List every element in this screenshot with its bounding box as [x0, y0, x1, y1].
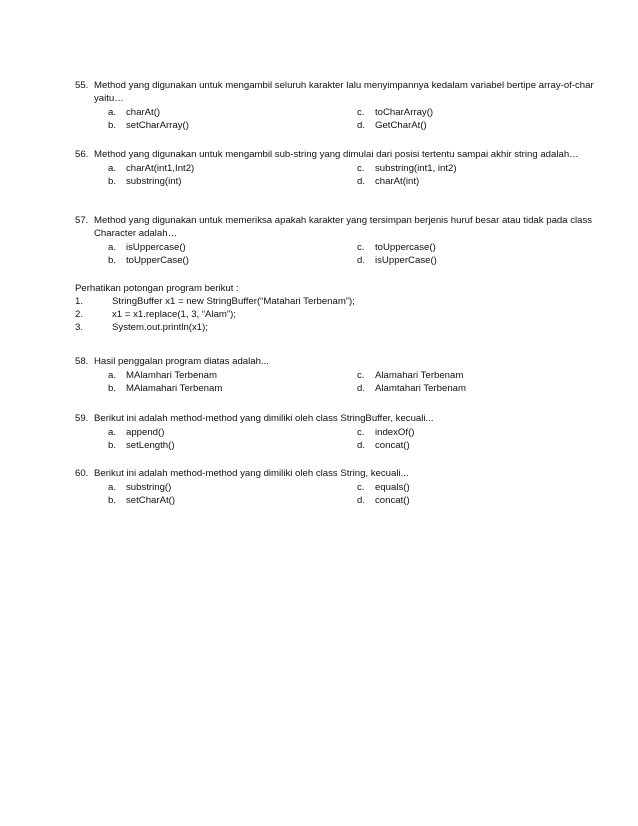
- option-a: a. isUppercase(): [108, 242, 186, 253]
- question-number: 55.: [75, 80, 89, 91]
- code-line: 1. StringBuffer x1 = new StringBuffer(“Matahari Terbenam”);: [75, 296, 355, 307]
- option-a: a. MAlamhari Terbenam: [108, 370, 217, 381]
- option-b: b. setCharArray(): [108, 120, 189, 131]
- question-number: 59.: [75, 413, 89, 424]
- question-text: Method yang digunakan untuk mengambil sub-string yang dimulai dari posisi tertentu sampai akhir string adalah…: [94, 149, 579, 160]
- option-c: c. toCharArray(): [357, 107, 434, 118]
- option-b: b. setCharAt(): [108, 495, 176, 506]
- option-c: c. equals(): [357, 482, 410, 493]
- option-b: b. MAlamahari Terbenam: [108, 383, 223, 394]
- option-c: c. indexOf(): [357, 427, 415, 438]
- question-number: 58.: [75, 356, 89, 367]
- program-snippet: [75, 282, 595, 334]
- option-d: d. concat(): [357, 495, 410, 506]
- program-intro: Perhatikan potongan program berikut :: [75, 283, 239, 294]
- question-text: Method yang digunakan untuk mengambil seluruh karakter lalu menyimpannya kedalam variabel bertipe array-of-char yaitu…: [94, 80, 594, 104]
- option-b: b. toUpperCase(): [108, 255, 189, 266]
- option-b: b. setLength(): [108, 440, 175, 451]
- question-56: [75, 148, 595, 189]
- option-c: c. Alamahari Terbenam: [357, 370, 464, 381]
- option-c: c. substring(int1, int2): [357, 163, 457, 174]
- question-text: Method yang digunakan untuk memeriksa apakah karakter yang tersimpan berjenis huruf besar atau tidak pada class Character adalah…: [94, 215, 593, 239]
- option-a: a. charAt(int1,Int2): [108, 163, 195, 174]
- option-c: c. toUppercase(): [357, 242, 436, 253]
- option-a: a. charAt(): [108, 107, 161, 118]
- question-number: 56.: [75, 149, 89, 160]
- code-line: 3. System.out.println(x1);: [75, 322, 208, 333]
- question-text: Berikut ini adalah method-method yang dimiliki oleh class StringBuffer, kecuali...: [94, 413, 434, 424]
- question-number: 57.: [75, 215, 89, 226]
- question-58: [75, 355, 595, 396]
- option-a: a. substring(): [108, 482, 172, 493]
- option-d: d. concat(): [357, 440, 410, 451]
- question-text: Hasil penggalan program diatas adalah...: [94, 356, 269, 367]
- question-text: Berikut ini adalah method-method yang dimiliki oleh class String, kecuali...: [94, 468, 409, 479]
- question-59: [75, 412, 595, 453]
- option-a: a. append(): [108, 427, 165, 438]
- question-60: [75, 467, 595, 508]
- code-line: 2. x1 = x1.replace(1, 3, “Alam”);: [75, 309, 236, 320]
- option-d: d. GetCharAt(): [357, 120, 427, 131]
- option-b: b. substring(int): [108, 176, 182, 187]
- question-55: [75, 79, 595, 133]
- option-d: d. isUpperCase(): [357, 255, 437, 266]
- question-57: [75, 214, 595, 268]
- option-d: d. charAt(int): [357, 176, 420, 187]
- question-number: 60.: [75, 468, 89, 479]
- option-d: d. Alamtahari Terbenam: [357, 383, 467, 394]
